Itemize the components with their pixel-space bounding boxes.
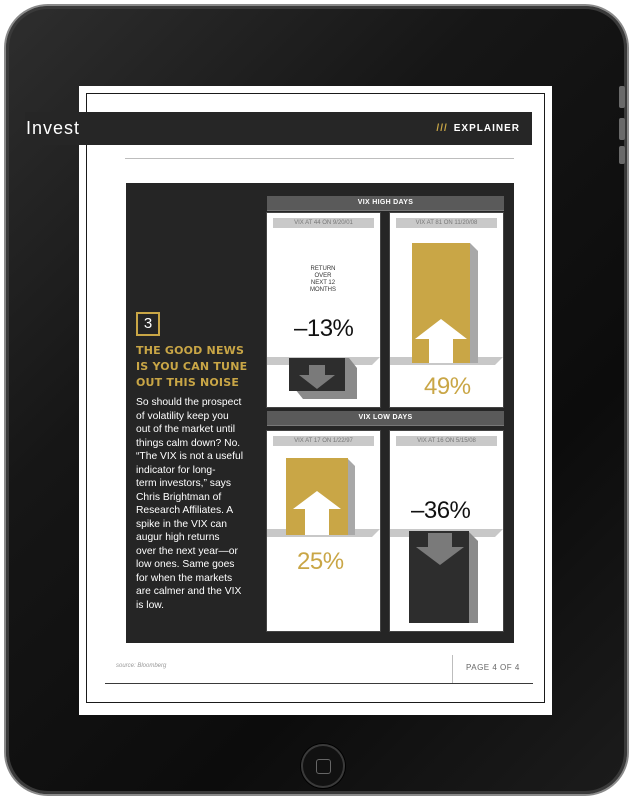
card-high-2008 [389,212,504,408]
body-line: spike in the VIX can [136,518,228,530]
bar-side [347,458,355,535]
page-number[interactable]: PAGE 4 OF 4 [466,663,520,672]
body-line: are calmer and the VIX [136,586,242,597]
section-tag [436,123,520,134]
source-credit: source: Bloomberg [116,663,167,669]
sidebar-text [136,312,254,612]
card-label: VIX AT 44 ON 9/20/01 [273,218,374,228]
body-copy [136,396,254,612]
body-line: augur high returns [136,532,220,543]
body-line: out of the market until [136,424,236,435]
tag-label: EXPLAINER [453,123,520,134]
body-line: term investors,” says [136,478,231,489]
card-label: VIX AT 81 ON 11/20/08 [396,218,497,228]
side-button [619,86,625,108]
return-value: –13% [294,315,354,342]
headline-line: IS YOU CAN TUNE [136,360,248,373]
side-button [619,118,625,140]
card-graphic [267,213,380,407]
card-low-1997 [266,430,381,632]
headline-line: THE GOOD NEWS [136,344,245,357]
card-graphic [390,431,503,631]
footer-rule [105,683,533,684]
card-label: VIX AT 17 ON 1/22/97 [273,436,374,446]
number-badge: 3 [136,312,160,336]
note-line: RETURN [310,266,336,272]
side-button [619,146,625,164]
note-line: NEXT 12 [310,280,336,286]
body-line: low ones. Same goes [136,559,235,570]
body-line: “The VIX is not a useful [136,451,244,462]
section-title: Invest [26,118,81,138]
bar-side [470,243,478,363]
home-button[interactable] [301,744,345,788]
headline [136,343,254,391]
home-square-icon [316,759,331,774]
body-line: Research Affiliates. A [136,505,234,516]
divider [125,158,514,159]
note-line: OVER [314,273,332,279]
card-low-2008 [389,430,504,632]
vix-high-days-band: VIX HIGH DAYS [267,196,504,211]
body-line: is low. [136,599,165,611]
vix-low-days-band: VIX LOW DAYS [267,411,504,426]
slashes: /// [436,123,448,134]
return-note [305,266,341,294]
body-line: of volatility keep you [136,410,229,422]
body-line: indicator for long- [136,464,216,476]
body-line: over the next year—or [136,545,238,557]
return-value: 49% [424,373,471,400]
return-value: 25% [297,548,344,575]
body-line: things calm down? No. [136,437,241,449]
body-line: So should the prospect [136,397,242,408]
body-line: for when the markets [136,572,233,584]
return-value: –36% [411,497,471,524]
body-line: Chris Brightman of [136,491,222,503]
card-graphic [267,431,380,631]
note-line: MONTHS [310,287,336,293]
card-high-2001 [266,212,381,408]
footer-divider [452,655,453,683]
headline-line: OUT THIS NOISE [136,376,240,389]
card-label: VIX AT 16 ON 5/15/08 [396,436,497,446]
bar-side [468,531,478,623]
